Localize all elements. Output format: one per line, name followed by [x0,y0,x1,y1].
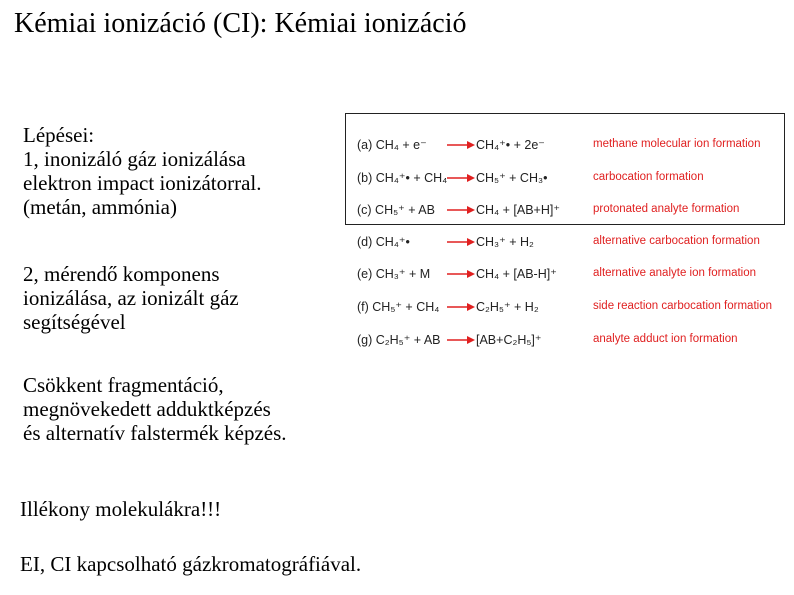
reaction-reactants: (f) CH₅⁺ + CH₄ [357,300,440,314]
reaction-row [357,296,787,318]
reaction-label: alternative analyte ion formation [593,267,757,279]
second-step-line: 2, mérendő komponens [23,262,220,286]
reaction-reactants: (g) C₂H₅⁺ + AB [357,333,441,347]
reaction-products: CH₄ + [AB-H]⁺ [476,267,557,281]
reaction-products: [AB+C₂H₅]⁺ [476,333,542,347]
reaction-products: CH₄ + [AB+H]⁺ [476,203,560,217]
gc-note: EI, CI kapcsolható gázkromatográfiával. [20,552,362,576]
reaction-reactants: (e) CH₃⁺ + M [357,267,431,281]
reaction-label: methane molecular ion formation [593,138,761,150]
second-step-block [23,262,239,334]
reaction-row [357,329,787,351]
steps-text-block [23,123,262,219]
reaction-products: CH₅⁺ + CH₃• [476,171,548,185]
reaction-label: protonated analyte formation [593,203,740,215]
reaction-row [357,263,787,285]
reaction-reactants: (b) CH₄⁺• + CH₄ [357,171,448,185]
second-step-line: segítségével [23,310,126,334]
reaction-reactants: (c) CH₅⁺ + AB [357,203,435,217]
reaction-row [357,199,787,221]
reaction-label: side reaction carbocation formation [593,300,772,312]
effects-block [23,373,287,445]
steps-line: (metán, ammónia) [23,195,177,219]
reaction-products: CH₄⁺• + 2e⁻ [476,138,545,152]
reaction-row [357,134,787,156]
second-step-line: ionizálása, az ionizált gáz [23,286,239,310]
effects-line: és alternatív falstermék képzés. [23,421,287,445]
reaction-reactants: (a) CH₄ + e⁻ [357,138,427,152]
steps-line: 1, inonizáló gáz ionizálása [23,147,246,171]
steps-heading: Lépései: [23,123,95,147]
reaction-label: carbocation formation [593,171,704,183]
reaction-row [357,231,787,253]
slide-title: Kémiai ionizáció (CI): Kémiai ionizáció [14,8,467,39]
steps-line: elektron impact ionizátorral. [23,171,262,195]
volatile-note: Illékony molekulákra!!! [20,497,222,521]
effects-line: megnövekedett adduktképzés [23,397,271,421]
reaction-reactants: (d) CH₄⁺• [357,235,410,249]
reaction-label: alternative carbocation formation [593,235,760,247]
reaction-products: CH₃⁺ + H₂ [476,235,534,249]
reaction-row [357,167,787,189]
reaction-products: C₂H₅⁺ + H₂ [476,300,539,314]
reaction-label: analyte adduct ion formation [593,333,738,345]
effects-line: Csökkent fragmentáció, [23,373,224,397]
